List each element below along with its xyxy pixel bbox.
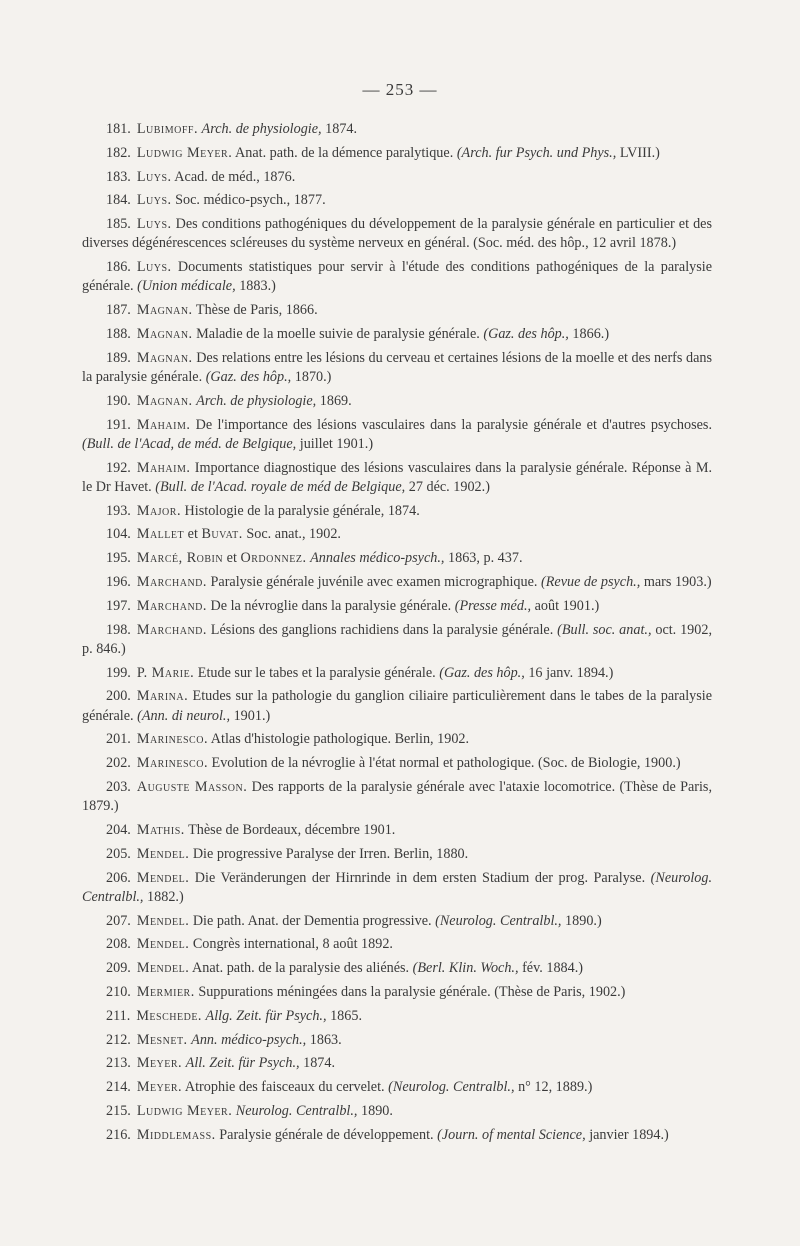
entry-text: Maladie de la moelle suivie de paralysie générale. — [192, 325, 484, 342]
entry-author: Mendel. — [136, 936, 190, 953]
bibliography-entry — [82, 258, 712, 296]
entry-author: Marinesco. — [136, 755, 208, 772]
entry-number: 183. — [106, 168, 131, 185]
entry-number: 189. — [106, 349, 131, 366]
entry-text: Documents statistiques pour servir à l'étude des conditions pathogéniques de la paralysie générale. — [82, 259, 712, 295]
entry-source-title: (Arch. fur Psych. und Phys., — [456, 144, 617, 161]
entry-text: De la névroglie dans la paralysie générale. — [206, 597, 455, 614]
entry-author: Meschede. — [136, 1007, 202, 1024]
entry-text: Congrès international, 8 août 1892. — [189, 936, 393, 953]
entry-text: 1863. — [306, 1031, 342, 1048]
entry-number: 206. — [106, 869, 131, 886]
entry-author: Mahaim. — [136, 459, 191, 476]
entry-number: 203. — [106, 778, 131, 795]
entry-text: oct. 1902, p. 846.) — [82, 621, 712, 657]
entry-text: Buvat. — [201, 526, 243, 543]
entry-source-title: All. Zeit. für Psych., — [185, 1055, 300, 1072]
entry-text: et — [184, 526, 202, 543]
entry-text: Importance diagnostique des lésions vasculaires dans la paralysie générale. Réponse à M. le Dr Havet. — [82, 459, 712, 495]
entry-author: Magnan. — [136, 302, 193, 319]
entry-source-title: (Revue de psych., — [541, 573, 641, 590]
entry-text: 1865. — [326, 1007, 362, 1024]
entry-text: Die progressive Paralyse der Irren. Berlin, 1880. — [189, 845, 469, 862]
entry-source-title: (Journ. of mental Science, — [437, 1126, 586, 1143]
entry-text: 1874. — [321, 121, 358, 137]
entry-author: Mallet — [136, 526, 185, 543]
entry-source-title: (Neurolog. Centralbl., — [435, 912, 562, 929]
bibliography-entry — [82, 778, 712, 816]
entry-number: 210. — [106, 983, 131, 1000]
entry-text: Atlas d'histologie pathologique. Berlin, 1902. — [208, 731, 470, 748]
entry-number: 209. — [106, 960, 131, 977]
entry-source-title: Annales médico-psych., — [310, 550, 445, 567]
entry-text: Etudes sur la pathologie du ganglion ciliaire particulièrement dans le tabes de la paralysie générale. — [82, 688, 712, 724]
entry-source-title: (Bull. de l'Acad. royale de méd de Belgique, — [155, 478, 406, 495]
entry-text: Atrophie des faisceaux du cervelet. — [182, 1079, 389, 1096]
bibliography-entry — [82, 168, 712, 187]
bibliography-entry — [82, 1054, 712, 1073]
bibliography-entry — [82, 754, 712, 773]
entry-author: P. Marie. — [136, 664, 195, 681]
entry-text: Lésions des ganglions rachidiens dans la paralysie générale. — [206, 621, 558, 638]
bibliography-entry — [82, 459, 712, 497]
entry-number: 104. — [106, 526, 131, 543]
entry-author: Marchand. — [136, 597, 207, 614]
bibliography-entry — [82, 573, 712, 592]
entry-text: Des relations entre les lésions du cerveau et certaines lésions de la moelle et des nerfs dans la paralysie générale. — [82, 349, 712, 385]
entry-author: Ludwig Meyer. — [136, 144, 233, 161]
bibliography-entry — [82, 1078, 712, 1097]
entry-source-title: (Berl. Klin. Woch., — [412, 960, 519, 977]
bibliography-entry — [82, 597, 712, 616]
entry-number: 199. — [106, 664, 131, 681]
entry-text: août 1901.) — [531, 597, 600, 614]
entry-number: 211. — [106, 1007, 131, 1024]
entry-source-title: (Gaz. des hôp., — [483, 325, 569, 342]
entry-number: 213. — [106, 1055, 131, 1072]
entry-text: Soc. anat., 1902. — [242, 526, 341, 543]
bibliography-entry — [82, 912, 712, 931]
bibliography-entry — [82, 845, 712, 864]
bibliography-entry — [82, 821, 712, 840]
bibliography-list — [82, 120, 712, 1150]
entry-text: 1882.) — [143, 888, 184, 905]
entry-author: Luys. — [136, 216, 172, 233]
bibliography-entry — [82, 191, 712, 210]
entry-number: 190. — [106, 392, 131, 409]
page-number: — 253 — — [362, 80, 438, 99]
entry-author: Marchand. — [136, 573, 207, 590]
entry-author: Meyer. — [136, 1055, 183, 1072]
entry-text: De l'importance des lésions vasculaires dans la paralysie générale et d'autres psychoses. — [190, 416, 712, 433]
entry-number: 201. — [106, 731, 131, 748]
entry-number: 215. — [106, 1102, 131, 1119]
entry-text: 1883.) — [235, 278, 276, 295]
entry-number: 184. — [106, 192, 131, 209]
entry-author: Auguste Masson. — [136, 778, 248, 795]
entry-source-title: (Ann. di neurol., — [137, 707, 231, 724]
entry-author: Mathis. — [136, 821, 185, 838]
entry-number: 196. — [106, 573, 131, 590]
entry-text: 27 déc. 1902.) — [405, 478, 490, 495]
bibliography-entry — [82, 664, 712, 683]
entry-author: Major. — [136, 502, 181, 519]
entry-author: Middlemass. — [136, 1126, 216, 1143]
bibliography-entry — [82, 1031, 712, 1050]
entry-author: Marina. — [136, 688, 189, 705]
entry-number: 188. — [106, 325, 131, 342]
entry-number: 204. — [106, 821, 131, 838]
entry-text: 16 janv. 1894.) — [524, 664, 614, 681]
entry-text: Thèse de Paris, 1866. — [192, 302, 318, 319]
entry-source-title: Ann. médico-psych., — [191, 1031, 307, 1048]
entry-author: Luys. — [136, 259, 172, 276]
entry-source-title: (Neurolog. Centralbl., — [388, 1079, 515, 1096]
entry-author: Luys. — [136, 168, 172, 185]
bibliography-entry — [82, 549, 712, 568]
bibliography-entry — [82, 959, 712, 978]
bibliography-entry — [82, 621, 712, 659]
entry-text: juillet 1901.) — [296, 435, 374, 452]
entry-number: 208. — [106, 936, 131, 953]
entry-author: Mesnet. — [136, 1031, 188, 1048]
entry-author: Ludwig Meyer. — [136, 1102, 233, 1119]
entry-text: Soc. médico-psych., 1877. — [171, 192, 326, 209]
entry-author: Marcé, Robin — [136, 550, 224, 567]
entry-source-title: (Union médicale, — [137, 278, 236, 295]
entry-text: Histologie de la paralysie générale, 1874. — [181, 502, 420, 519]
entry-number: 202. — [106, 755, 131, 772]
entry-source-title: (Gaz. des hôp., — [205, 368, 292, 385]
bibliography-entry — [82, 392, 712, 411]
entry-author: Magnan. — [136, 392, 193, 409]
entry-text: Des rapports de la paralysie générale avec l'ataxie locomotrice. (Thèse de Paris, 1879.) — [82, 778, 712, 815]
entry-number: 205. — [106, 845, 131, 862]
entry-source-title: Neurolog. Centralbl., — [235, 1102, 358, 1119]
entry-text: Die path. Anat. der Dementia progressive. — [189, 912, 436, 929]
entry-author: Luys. — [136, 192, 172, 209]
entry-number: 195. — [106, 550, 131, 567]
entry-author: Mendel. — [136, 869, 190, 886]
entry-text: janvier 1894.) — [585, 1126, 669, 1143]
entry-source-title: (Presse méd., — [454, 597, 532, 614]
entry-number: 185. — [106, 216, 131, 233]
entry-number: 182. — [106, 144, 131, 161]
bibliography-entry — [82, 525, 712, 544]
entry-text: Die Veränderungen der Hirnrinde in dem ersten Stadium der prog. Paralyse. — [189, 869, 651, 886]
entry-text: 1890. — [357, 1102, 393, 1119]
entry-number: 200. — [106, 688, 131, 705]
entry-source-title: (Neurolog. Centralbl., — [82, 869, 712, 905]
bibliography-entry — [82, 1102, 712, 1121]
bibliography-entry — [82, 416, 712, 454]
entry-text: et — [223, 550, 241, 567]
entry-author: Marchand. — [136, 621, 207, 638]
entry-number: 197. — [106, 597, 131, 614]
entry-author: Mermier. — [136, 983, 195, 1000]
bibliography-entry — [82, 325, 712, 344]
entry-text: 1890.) — [561, 912, 602, 929]
entry-number: 191. — [106, 416, 131, 433]
entry-text: Ordonnez. — [240, 550, 307, 567]
entry-text: Anat. path. de la paralysie des aliénés. — [189, 960, 413, 977]
entry-text: Evolution de la névroglie à l'état normal et pathologique. (Soc. de Biologie, 1900.) — [208, 755, 681, 772]
entry-source-title: (Bull. soc. anat., — [557, 621, 652, 638]
entry-text: Paralysie générale juvénile avec examen micrographique. — [206, 573, 541, 590]
entry-author: Mendel. — [136, 912, 190, 929]
entry-author: Mendel. — [136, 960, 190, 977]
entry-text: n° 12, 1889.) — [514, 1079, 593, 1096]
bibliography-entry — [82, 1007, 712, 1026]
entry-text: Etude sur le tabes et la paralysie générale. — [194, 664, 440, 681]
bibliography-entry — [82, 1126, 712, 1145]
entry-author: Mendel. — [136, 845, 190, 862]
bibliography-entry — [82, 687, 712, 725]
bibliography-entry — [82, 144, 712, 163]
entry-author: Meyer. — [136, 1079, 183, 1096]
entry-text: 1874. — [299, 1055, 336, 1072]
entry-text: Thèse de Bordeaux, décembre 1901. — [184, 821, 396, 838]
entry-number: 212. — [106, 1031, 131, 1048]
entry-source-title: (Bull. de l'Acad, de méd. de Belgique, — [82, 435, 297, 452]
entry-text: mars 1903.) — [640, 573, 712, 590]
entry-number: 181. — [106, 121, 131, 137]
bibliography-entry — [82, 935, 712, 954]
entry-number: 187. — [106, 302, 131, 319]
entry-number: 216. — [106, 1126, 131, 1143]
entry-text: 1863, p. 437. — [444, 550, 523, 567]
entry-text: LVIII.) — [616, 144, 660, 161]
entry-number: 192. — [106, 459, 131, 476]
entry-number: 186. — [106, 259, 131, 276]
entry-source-title: Allg. Zeit. für Psych., — [205, 1007, 327, 1024]
entry-author: Lubimoff. — [136, 121, 198, 137]
entry-text: Suppurations méningées dans la paralysie générale. (Thèse de Paris, 1902.) — [194, 983, 626, 1000]
entry-text: 1869. — [316, 392, 352, 409]
entry-author: Magnan. — [136, 325, 193, 342]
entry-text: Des conditions pathogéniques du développement de la paralysie générale en particulier et des diverses dégénérescences scléreuses du système nerveux en général. (Soc. méd. des hôp., 12 avril 1878.) — [82, 216, 712, 252]
entry-number: 214. — [106, 1079, 131, 1096]
entry-author: Magnan. — [136, 349, 193, 366]
entry-source-title: (Gaz. des hôp., — [439, 664, 525, 681]
entry-text: 1866.) — [568, 325, 610, 342]
entry-number: 193. — [106, 502, 131, 519]
bibliography-entry — [82, 215, 712, 253]
entry-text: Anat. path. de la démence paralytique. — [232, 144, 457, 161]
entry-author: Mahaim. — [136, 416, 191, 433]
entry-source-title: Arch. de physiologie, — [201, 121, 322, 137]
bibliography-entry — [82, 301, 712, 320]
entry-text: 1901.) — [230, 707, 271, 724]
bibliography-entry — [82, 983, 712, 1002]
bibliography-entry — [82, 502, 712, 521]
bibliography-entry — [82, 120, 712, 139]
entry-number: 198. — [106, 621, 131, 638]
entry-text: fév. 1884.) — [518, 960, 584, 977]
entry-number: 207. — [106, 912, 131, 929]
entry-source-title: Arch. de physiologie, — [196, 392, 317, 409]
entry-text: Acad. de méd., 1876. — [171, 168, 296, 185]
bibliography-entry — [82, 869, 712, 907]
entry-author: Marinesco. — [136, 731, 208, 748]
bibliography-entry — [82, 730, 712, 749]
bibliography-entry — [82, 349, 712, 387]
entry-text: Paralysie générale de développement. — [215, 1126, 438, 1143]
entry-text: 1870.) — [291, 368, 332, 385]
